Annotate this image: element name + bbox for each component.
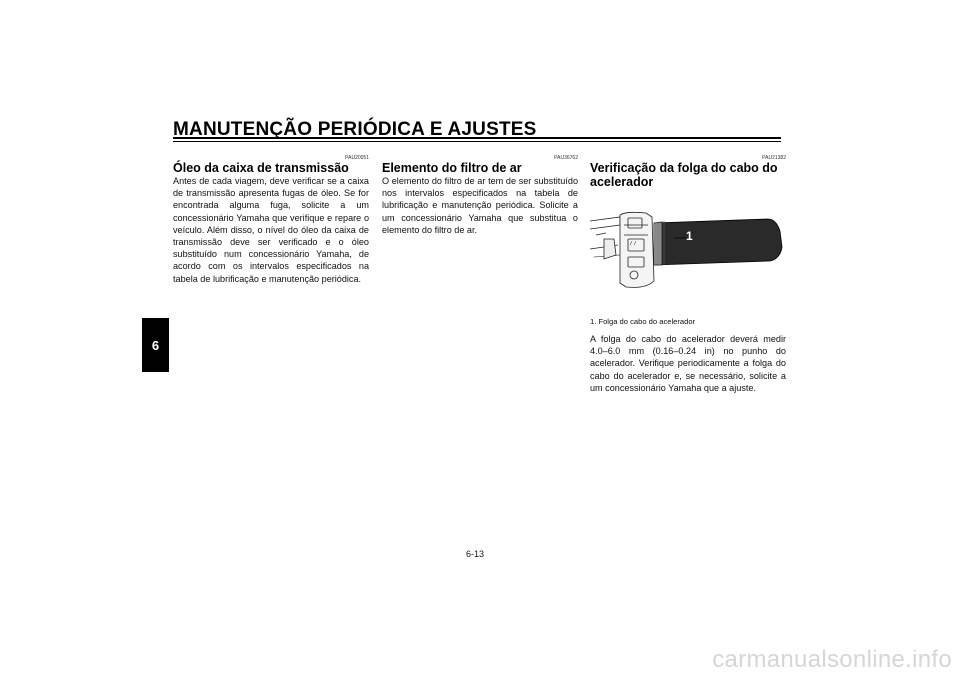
figure-callout-label: 1 — [686, 229, 693, 243]
header-rule — [173, 137, 781, 139]
section-heading: Óleo da caixa de transmissão — [173, 161, 349, 175]
section-code: PAU20051 — [345, 155, 369, 161]
header-rule-thin — [173, 141, 781, 142]
page-number: 6-13 — [466, 549, 485, 559]
chapter-tab: 6 — [142, 318, 169, 372]
watermark: carmanualsonline.info — [712, 646, 952, 673]
section-heading: Elemento do filtro de ar — [382, 161, 522, 175]
section-body: A folga do cabo do acelerador deverá medir 4.0–6.0 mm (0.16–0.24 in) no punho do acelerador. Verifique periodicamente a folga do cabo do acelerador e, se necessário, solicite a um concessionário Yamaha que a ajuste. — [590, 334, 786, 393]
section-body: Antes de cada viagem, deve verificar se a caixa de transmissão apresenta fugas de óleo. Se for encontrada alguma fuga, solicite a um concessionário Yamaha que verifique e repare o veículo. Além disso, o nível do óleo da caixa de transmissão deve ser verificado e o óleo substituído num concessionário Yamaha, de acordo com os intervalos especificados na tabela de lubrificação e manutenção periódica. — [173, 176, 369, 284]
throttle-grip-illustration — [590, 195, 786, 307]
page-title: MANUTENÇÃO PERIÓDICA E AJUSTES — [173, 119, 537, 140]
section-air-filter — [382, 155, 578, 236]
section-transmission-oil — [173, 155, 369, 285]
section-code: PAU21382 — [762, 155, 786, 161]
section-heading: Verificação da folga do cabo do acelerador — [590, 161, 778, 189]
section-throttle-cable — [590, 155, 786, 394]
section-code: PAU36762 — [554, 155, 578, 161]
section-body: O elemento do filtro de ar tem de ser substituído nos intervalos especificados na tabela de lubrificação e manutenção periódica. Solicite a um concessionário Yamaha que substitua o elemento do filtro de ar. — [382, 176, 578, 235]
figure-caption: 1. Folga do cabo do acelerador — [590, 317, 696, 326]
